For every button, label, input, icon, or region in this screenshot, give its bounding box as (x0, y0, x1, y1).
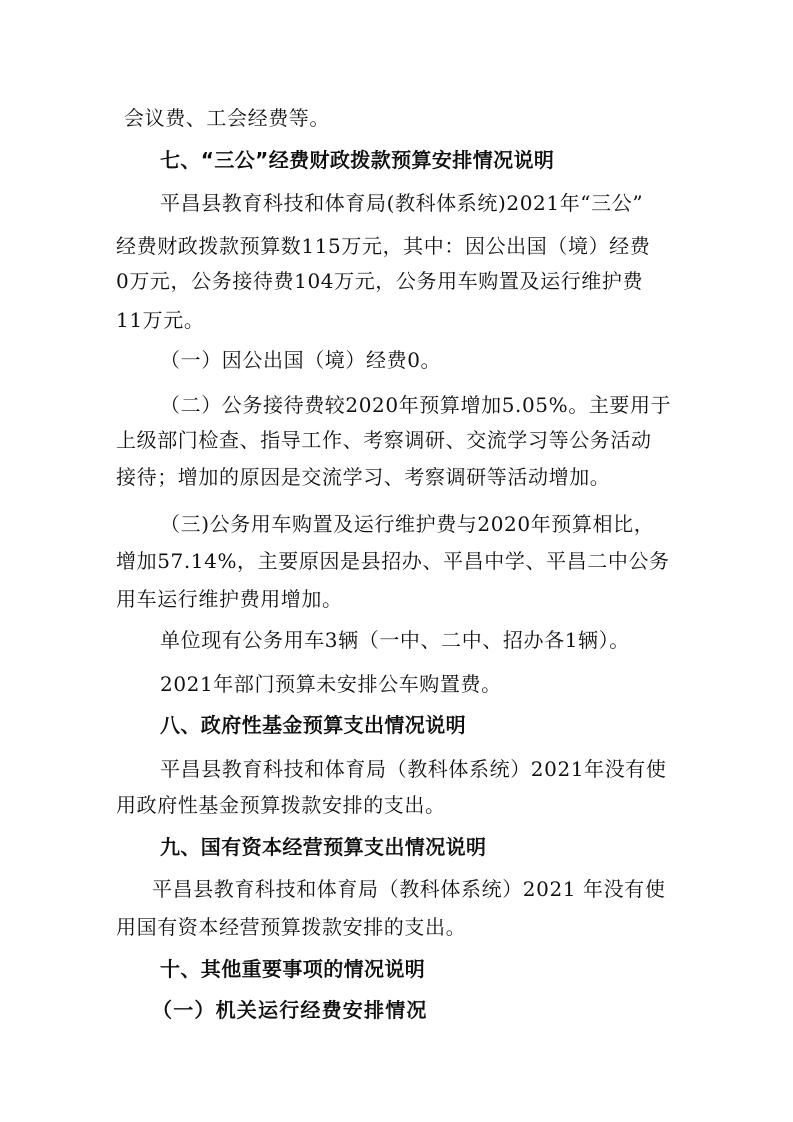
body-text-line: 11万元。 (116, 308, 205, 332)
body-text-line: 会议费、工会经费等。 (124, 106, 330, 130)
body-text-line: 平昌县教育科技和体育局(教科体系统)2021年“三公” (160, 191, 644, 215)
body-text-line: 经费财政拨款预算数115万元，其中：因公出国（境）经费 (116, 234, 651, 258)
body-text-line: 平昌县教育科技和体育局（教科体系统）2021年没有使 (160, 757, 667, 781)
body-text-line: （二）公务接待费较2020年预算增加5.05%。主要用于 (160, 393, 672, 417)
body-text-line: 用国有资本经营预算拨款安排的支出。 (116, 915, 467, 939)
body-text-line: （三)公务用车购置及运行维护费与2020年预算相比， (160, 512, 655, 536)
body-text-line: 单位现有公务用车3辆（一中、二中、招办各1辆）。 (160, 628, 630, 652)
body-text-line: 0万元，公务接待费104万元，公务用车购置及运行维护费 (116, 269, 644, 293)
section-heading-other-matters: 十、其他重要事项的情况说明 (160, 957, 426, 981)
section-heading-government-fund: 八、政府性基金预算支出情况说明 (160, 713, 466, 737)
body-text-line: 用车运行维护费用增加。 (116, 587, 343, 611)
body-text-line: 2021年部门预算未安排公车购置费。 (160, 672, 502, 696)
body-text-line: 接待；增加的原因是交流学习、考察调研等活动增加。 (116, 465, 611, 489)
body-text-line: 平昌县教育科技和体育局（教科体系统）2021 年没有使 (152, 877, 666, 901)
section-heading-three-public: 七、“三公”经费财政拨款预算安排情况说明 (160, 148, 555, 172)
section-heading-state-capital: 九、国有资本经营预算支出情况说明 (160, 835, 487, 859)
body-text-line: 增加57.14%，主要原因是县招办、平昌中学、平昌二中公务 (116, 549, 670, 573)
body-text-line: 上级部门检查、指导工作、考察调研、交流学习等公务活动 (116, 428, 652, 452)
body-text-line: 用政府性基金预算拨款安排的支出。 (116, 793, 446, 817)
subsection-heading-operating-expenses: （一）机关运行经费安排情况 (152, 998, 428, 1022)
body-text-line: （一）因公出国（境）经费0。 (160, 348, 442, 372)
